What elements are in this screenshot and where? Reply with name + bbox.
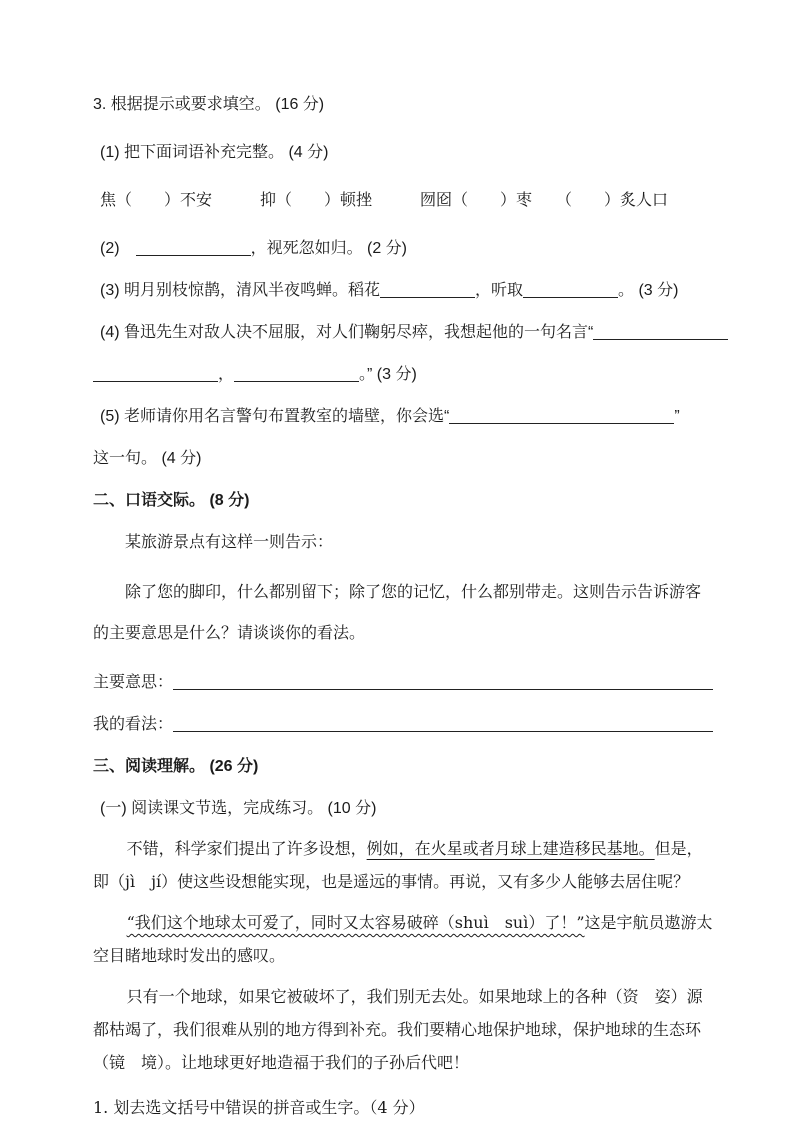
answer-blank <box>593 337 728 340</box>
item-3-text-1: (3) 明月别枝惊鹊，清风半夜鸣蝉。稻花 <box>100 282 381 299</box>
p2-text: 这是宇航员遨游太空目睹地球时发出的感叹。 <box>93 913 713 965</box>
question-3-item-3 <box>93 278 713 304</box>
item-4-text: (4) 鲁迅先生对敌人决不屈服，对人们鞠躬尽瘁，我想起他的一句名言“ <box>100 324 594 341</box>
main-idea-line <box>93 670 713 696</box>
answer-blank <box>449 421 674 424</box>
main-idea-label: 主要意思： <box>93 674 174 691</box>
question-3-item-4-line-2 <box>93 362 713 388</box>
item-3-text-3: 。 (3 分) <box>618 282 679 299</box>
question-3-title: 3. 根据提示或要求填空。 (16 分) <box>93 96 325 113</box>
word-completion-line: 焦（ ）不安 抑（ ）顿挫 囫囵（ ）枣 （ ）炙人口 <box>100 192 669 209</box>
oral-intro: 某旅游景点有这样一则告示： <box>125 534 334 551</box>
item-4-ending: 。” (3 分) <box>359 366 417 383</box>
answer-blank <box>234 379 359 382</box>
answer-blank <box>380 295 475 298</box>
answer-blank <box>173 687 713 690</box>
section-3-title: 三、阅读理解。 (26 分) <box>93 758 259 775</box>
section-2-title: 二、口语交际。 (8 分) <box>93 492 250 509</box>
passage-paragraph-3: 只有一个地球，如果它被破坏了，我们别无去处。如果地球上的各种（资 姿）源都枯竭了，我们很难从别的地方得到补充。我们要精心地保护地球，保护地球的生态环（镜 境）。让地球更好地造福于我们的子孙后代吧！ <box>93 987 703 1072</box>
item-3-text-2: ，听取 <box>475 282 524 299</box>
p1-text-b: 但是，即（jì jí）使这些设想能实现，也是遥远的事情。再说，又有多少人能够去居住呢？ <box>93 839 703 891</box>
p2-wavy-quote: “我们这个地球太可爱了，同时又太容易破碎（shuì suì）了！” <box>126 913 585 932</box>
my-view-label: 我的看法： <box>93 716 174 733</box>
item-5-close-quote: ” <box>674 408 680 425</box>
item-5-text: (5) 老师请你用名言警句布置教室的墙壁，你会选“ <box>100 408 450 425</box>
question-3-item-1: (1) 把下面词语补充完整。 (4 分) <box>100 144 329 161</box>
item-4-comma: ， <box>218 366 235 383</box>
answer-blank <box>136 253 251 256</box>
item-2-suffix: ，视死忽如归。 (2 分) <box>250 240 408 257</box>
question-3-item-2 <box>93 236 713 262</box>
my-view-line <box>93 712 713 738</box>
reading-subtitle: (一) 阅读课文节选，完成练习。 (10 分) <box>100 800 377 817</box>
passage-paragraph-1 <box>93 832 713 898</box>
question-3-item-5-line-2: 这一句。 (4 分) <box>93 450 202 467</box>
question-3-item-5-line-1 <box>93 404 713 430</box>
p1-text-a: 不错，科学家们提出了许多设想， <box>126 839 367 858</box>
answer-blank <box>523 295 618 298</box>
answer-blank <box>93 379 218 382</box>
oral-notice: 除了您的脚印，什么都别留下；除了您的记忆，什么都别带走。这则告示告诉游客的主要意思是什么？请谈谈你的看法。 <box>93 584 702 642</box>
reading-question-1: 1. 划去选文括号中错误的拼音或生字。（4 分） <box>93 1098 425 1117</box>
p1-underlined-sentence: 例如，在火星或者月球上建造移民基地。 <box>366 839 655 858</box>
passage-paragraph-2 <box>93 906 713 972</box>
item-2-prefix: (2) <box>100 240 136 257</box>
question-3-item-4-line-1 <box>93 320 713 346</box>
answer-blank <box>173 729 713 732</box>
